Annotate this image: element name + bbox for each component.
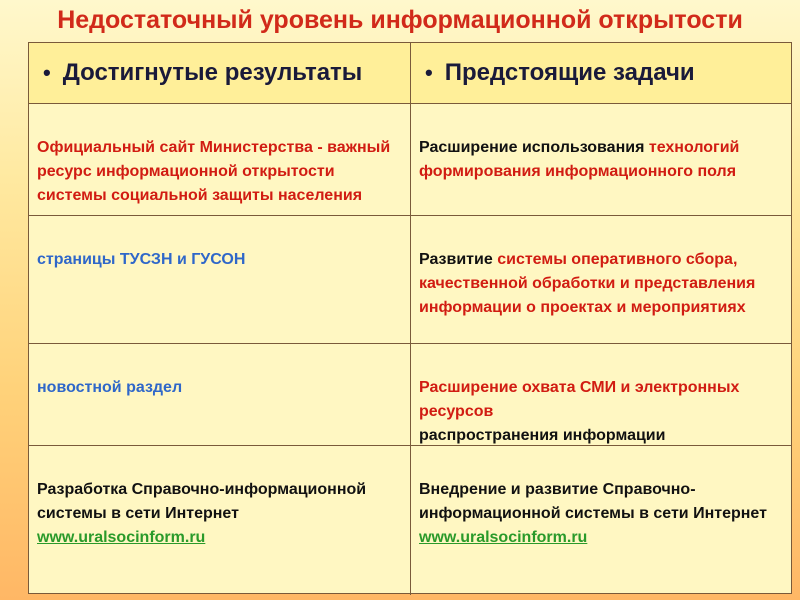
achieved-cell <box>29 344 411 445</box>
reference-system-text: Разработка Справочно-информационной системы в сети Интернет <box>37 481 367 522</box>
bullet-icon: • <box>425 60 433 85</box>
header-achieved-label: Достигнутые результаты <box>62 59 363 86</box>
task-text-part-1: Развитие <box>419 251 498 268</box>
task-text <box>419 112 783 184</box>
header-upcoming-label: Предстоящие задачи <box>444 59 695 86</box>
reference-system-task-text: Внедрение и развитие Справочно-информационной системы в сети Интернет <box>419 481 767 522</box>
achieved-text <box>37 112 402 208</box>
table-header-row <box>29 43 791 103</box>
news-section-text: новостной раздел <box>37 379 183 396</box>
task-cell <box>411 344 791 445</box>
task-text-part-1: Расширение охвата СМИ и электронных ресурсов <box>419 379 740 420</box>
task-cell <box>411 446 791 595</box>
task-text-part-1: Расширение использования <box>419 139 649 156</box>
uralsocinform-link[interactable]: www.uralsocinform.ru <box>37 529 206 546</box>
tuszn-pages-text: страницы ТУСЗН и ГУСОН <box>37 251 246 268</box>
task-text-part-2: технологий формирования информационного поля <box>419 139 740 180</box>
table-row <box>29 215 791 343</box>
table-row <box>29 103 791 215</box>
achieved-cell <box>29 216 411 343</box>
task-text-part-2: распространения информации <box>419 427 666 444</box>
achieved-cell <box>29 446 411 595</box>
achieved-text <box>37 352 402 400</box>
official-site-text: Официальный сайт Министерства - важный ресурс информационной открытости системы социальной защиты населения <box>37 139 391 204</box>
task-cell <box>411 216 791 343</box>
task-text-part-2: системы оперативного сбора, качественной обработки и представления информации о проектах и мероприятиях <box>419 251 756 316</box>
task-text <box>419 454 783 550</box>
bullet-icon: • <box>43 60 51 85</box>
uralsocinform-link[interactable]: www.uralsocinform.ru <box>419 529 588 546</box>
task-text <box>419 224 783 320</box>
slide-title: Недостаточный уровень информационной открытости <box>57 6 743 34</box>
comparison-table <box>28 42 792 594</box>
header-cell-achieved <box>29 43 411 103</box>
task-text <box>419 352 783 448</box>
table-row <box>29 445 791 595</box>
achieved-text <box>37 454 402 550</box>
achieved-cell <box>29 104 411 215</box>
header-cell-upcoming <box>411 43 791 103</box>
task-cell <box>411 104 791 215</box>
table-row <box>29 343 791 445</box>
achieved-text <box>37 224 402 272</box>
